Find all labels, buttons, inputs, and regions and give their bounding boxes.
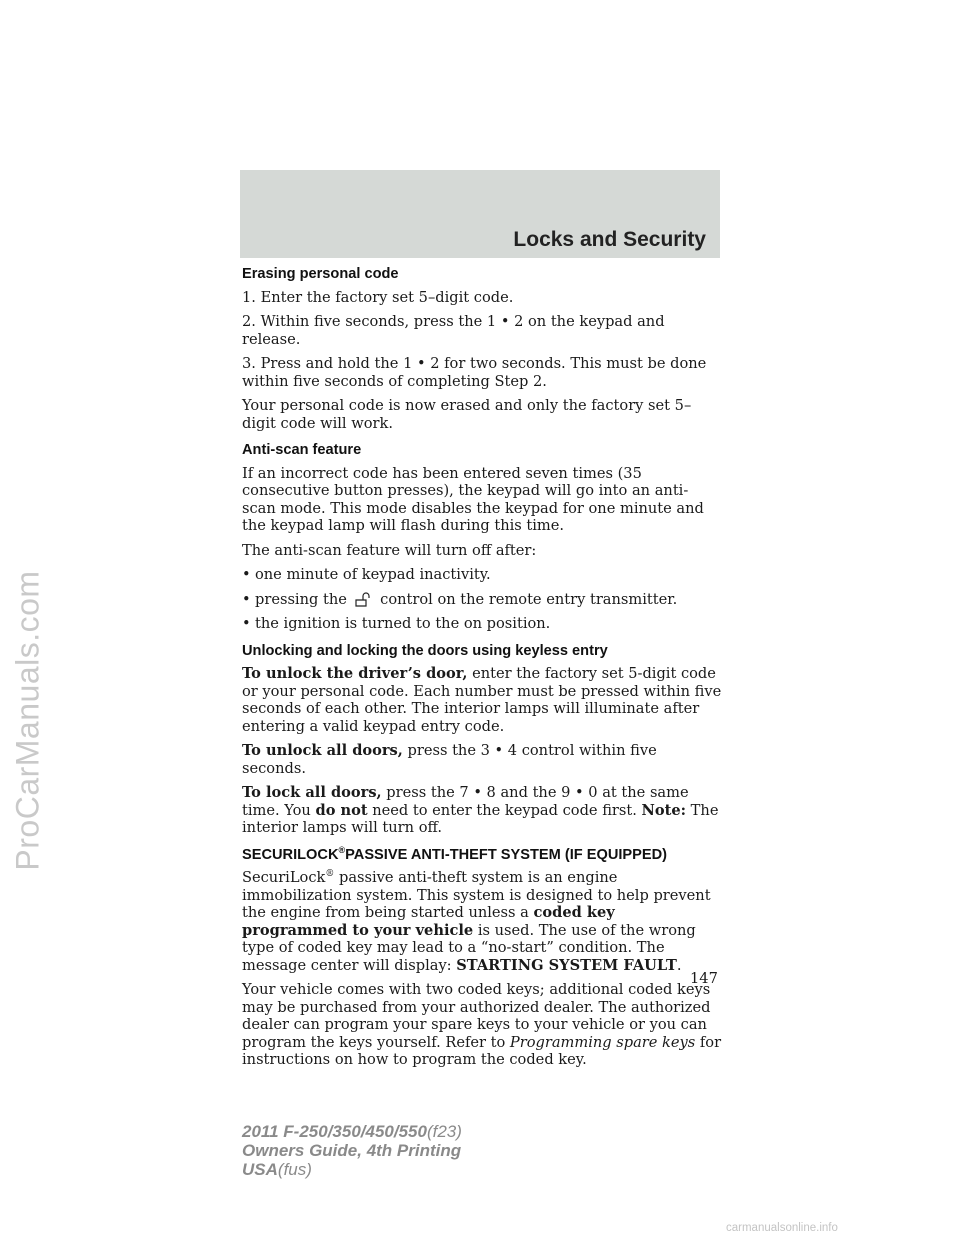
bullet-item [242, 615, 722, 633]
unlock-all-doors: To unlock all doors, press the 3 • 4 control within five seconds. [242, 742, 657, 777]
footer-model-code: (f23) [426, 1122, 462, 1141]
bullet-item [242, 566, 722, 584]
bullet-text: pressing the [255, 590, 347, 608]
lock-all-doors: To lock all doors, press the 7 • 8 and the 9 • 0 at the same time. You do not need to enter the keypad code first. Note: The interior lamps will turn off. [242, 784, 719, 836]
heading-securilock: SECURILOCK®PASSIVE ANTI-THEFT SYSTEM (IF EQUIPPED) [242, 844, 668, 863]
watermark-text: ProCarManuals.com [9, 569, 46, 871]
bullet-dot: • [242, 590, 251, 608]
bullet-text: the ignition is turned to the on position. [255, 615, 551, 632]
anti-scan-description: If an incorrect code has been entered seven times (35 consecutive button presses), the keypad will go into an anti-scan mode. This mode disables the keypad for one minute and the keypad lamp will flash during this time. [242, 464, 704, 534]
footer-region: USA [242, 1160, 278, 1179]
watermark [2, 330, 54, 1110]
bullet-text: control on the remote entry transmitter. [380, 590, 678, 608]
bullet-dot: • [242, 566, 251, 583]
bullet-item [242, 591, 722, 609]
step-3: 3. Press and hold the 1 • 2 for two seconds. This must be done within five seconds of completing Step 2. [242, 355, 707, 390]
document-footer [242, 1122, 462, 1179]
page-number: 147 [690, 970, 718, 987]
section-header [240, 170, 720, 258]
coded-keys-info: Your vehicle comes with two coded keys; additional coded keys may be purchased from your authorized dealer. The authorized dealer can program your spare keys to your vehicle or you can program the keys yourself. Refer to Programming spare keys for instructions on how to program the coded key. [242, 981, 722, 1068]
footer-model: 2011 F-250/350/450/550 [242, 1122, 427, 1141]
footer-region-code: (fus) [277, 1160, 312, 1179]
unlock-driver-door: To unlock the driver’s door, enter the factory set 5-digit code or your personal code. Each number must be pressed within five seconds of each other. The interior lamps will illuminate after entering a valid keypad entry code. [242, 665, 722, 735]
anti-scan-off-intro: The anti-scan feature will turn off after: [242, 541, 537, 559]
unlock-icon [354, 592, 374, 608]
section-title: Locks and Security [513, 228, 706, 251]
securilock-description: SecuriLock® passive anti-theft system is an engine immobilization system. This system is designed to help prevent the engine from being started unless a coded key programmed to your vehicle is used. The use of the wrong type of coded key may lead to a “no-start” condition. The message center will display: STARTING SYSTEM FAULT. [242, 869, 711, 974]
page-content [242, 266, 722, 1076]
heading-anti-scan: Anti-scan feature [242, 442, 362, 458]
heading-keyless-entry: Unlocking and locking the doors using keyless entry [242, 642, 608, 659]
site-footer: carmanualsonline.info [726, 1222, 838, 1234]
step-1: 1. Enter the factory set 5–digit code. [242, 288, 514, 306]
step-2: 2. Within five seconds, press the 1 • 2 on the keypad and release. [242, 313, 665, 348]
bullet-text: one minute of keypad inactivity. [255, 566, 491, 583]
erase-result: Your personal code is now erased and only the factory set 5–digit code will work. [242, 397, 692, 432]
footer-guide: Owners Guide, 4th Printing [242, 1141, 462, 1160]
heading-erasing-personal-code: Erasing personal code [242, 266, 399, 282]
bullet-dot: • [242, 615, 251, 632]
